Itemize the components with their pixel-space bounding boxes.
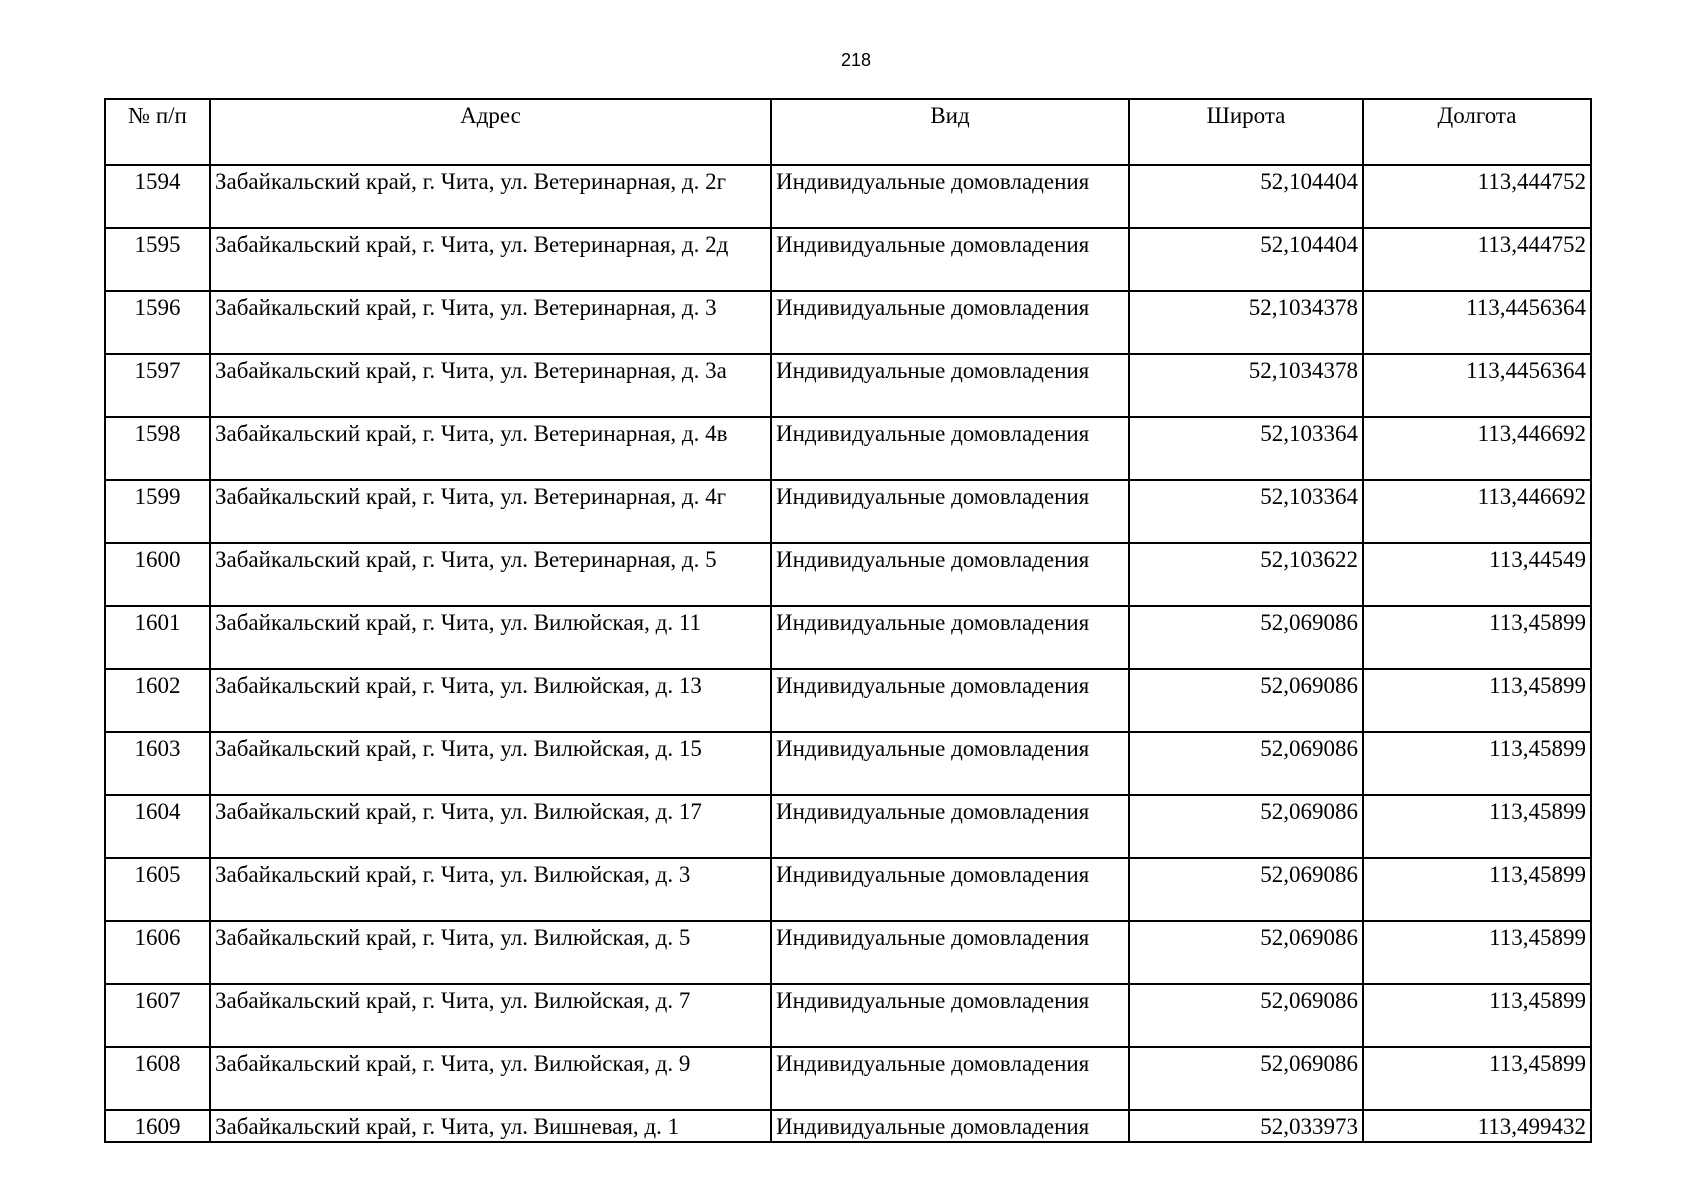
cell-type: Индивидуальные домовладения	[771, 732, 1129, 795]
header-row	[105, 99, 1591, 165]
table-row	[105, 1110, 1591, 1142]
cell-address: Забайкальский край, г. Чита, ул. Ветеринарная, д. 5	[210, 543, 771, 606]
cell-latitude: 52,069086	[1129, 984, 1363, 1047]
cell-address: Забайкальский край, г. Чита, ул. Ветеринарная, д. 2д	[210, 228, 771, 291]
cell-type: Индивидуальные домовладения	[771, 921, 1129, 984]
table-row	[105, 417, 1591, 480]
cell-address: Забайкальский край, г. Чита, ул. Ветеринарная, д. 3а	[210, 354, 771, 417]
cell-address: Забайкальский край, г. Чита, ул. Вилюйская, д. 9	[210, 1047, 771, 1110]
cell-latitude: 52,069086	[1129, 858, 1363, 921]
table-row	[105, 228, 1591, 291]
table-row	[105, 165, 1591, 228]
table-row	[105, 858, 1591, 921]
cell-longitude: 113,45899	[1363, 858, 1591, 921]
table-row	[105, 795, 1591, 858]
cell-type: Индивидуальные домовладения	[771, 606, 1129, 669]
cell-longitude: 113,444752	[1363, 165, 1591, 228]
cell-num: 1601	[105, 606, 210, 669]
cell-latitude: 52,104404	[1129, 165, 1363, 228]
cell-latitude: 52,069086	[1129, 732, 1363, 795]
cell-num: 1603	[105, 732, 210, 795]
table-row	[105, 606, 1591, 669]
cell-type: Индивидуальные домовладения	[771, 795, 1129, 858]
cell-latitude: 52,069086	[1129, 921, 1363, 984]
cell-address: Забайкальский край, г. Чита, ул. Ветеринарная, д. 4в	[210, 417, 771, 480]
table-row	[105, 921, 1591, 984]
cell-type: Индивидуальные домовладения	[771, 354, 1129, 417]
cell-latitude: 52,069086	[1129, 669, 1363, 732]
header-type: Вид	[771, 99, 1129, 165]
cell-type: Индивидуальные домовладения	[771, 543, 1129, 606]
table-header	[105, 99, 1591, 165]
cell-longitude: 113,45899	[1363, 606, 1591, 669]
cell-address: Забайкальский край, г. Чита, ул. Вилюйская, д. 7	[210, 984, 771, 1047]
cell-latitude: 52,103622	[1129, 543, 1363, 606]
table-row	[105, 543, 1591, 606]
table-row	[105, 480, 1591, 543]
cell-type: Индивидуальные домовладения	[771, 858, 1129, 921]
cell-num: 1602	[105, 669, 210, 732]
cell-longitude: 113,45899	[1363, 669, 1591, 732]
cell-latitude: 52,1034378	[1129, 291, 1363, 354]
cell-address: Забайкальский край, г. Чита, ул. Ветеринарная, д. 2г	[210, 165, 771, 228]
cell-longitude: 113,499432	[1363, 1110, 1591, 1142]
table-row	[105, 1047, 1591, 1110]
cell-longitude: 113,4456364	[1363, 354, 1591, 417]
table-row	[105, 291, 1591, 354]
cell-type: Индивидуальные домовладения	[771, 165, 1129, 228]
cell-longitude: 113,45899	[1363, 984, 1591, 1047]
table-row	[105, 354, 1591, 417]
cell-type: Индивидуальные домовладения	[771, 1110, 1129, 1142]
table-row	[105, 669, 1591, 732]
cell-longitude: 113,44549	[1363, 543, 1591, 606]
cell-longitude: 113,45899	[1363, 732, 1591, 795]
header-address: Адрес	[210, 99, 771, 165]
cell-type: Индивидуальные домовладения	[771, 1047, 1129, 1110]
cell-num: 1595	[105, 228, 210, 291]
header-num: № п/п	[105, 99, 210, 165]
cell-address: Забайкальский край, г. Чита, ул. Вишневая, д. 1	[210, 1110, 771, 1142]
cell-num: 1607	[105, 984, 210, 1047]
cell-address: Забайкальский край, г. Чита, ул. Вилюйская, д. 13	[210, 669, 771, 732]
cell-address: Забайкальский край, г. Чита, ул. Ветеринарная, д. 3	[210, 291, 771, 354]
cell-address: Забайкальский край, г. Чита, ул. Вилюйская, д. 5	[210, 921, 771, 984]
header-longitude: Долгота	[1363, 99, 1591, 165]
cell-latitude: 52,104404	[1129, 228, 1363, 291]
cell-type: Индивидуальные домовладения	[771, 669, 1129, 732]
cell-latitude: 52,069086	[1129, 1047, 1363, 1110]
cell-num: 1597	[105, 354, 210, 417]
cell-type: Индивидуальные домовладения	[771, 228, 1129, 291]
table-row	[105, 984, 1591, 1047]
cell-num: 1608	[105, 1047, 210, 1110]
table-body	[105, 165, 1591, 1142]
cell-type: Индивидуальные домовладения	[771, 417, 1129, 480]
cell-latitude: 52,069086	[1129, 795, 1363, 858]
cell-longitude: 113,45899	[1363, 921, 1591, 984]
cell-latitude: 52,103364	[1129, 480, 1363, 543]
cell-num: 1605	[105, 858, 210, 921]
cell-longitude: 113,446692	[1363, 417, 1591, 480]
cell-address: Забайкальский край, г. Чита, ул. Вилюйская, д. 17	[210, 795, 771, 858]
cell-num: 1606	[105, 921, 210, 984]
cell-address: Забайкальский край, г. Чита, ул. Ветеринарная, д. 4г	[210, 480, 771, 543]
cell-num: 1594	[105, 165, 210, 228]
page-number: 218	[840, 50, 872, 70]
cell-type: Индивидуальные домовладения	[771, 984, 1129, 1047]
cell-longitude: 113,45899	[1363, 795, 1591, 858]
cell-type: Индивидуальные домовладения	[771, 291, 1129, 354]
cell-longitude: 113,444752	[1363, 228, 1591, 291]
cell-longitude: 113,446692	[1363, 480, 1591, 543]
cell-latitude: 52,069086	[1129, 606, 1363, 669]
cell-latitude: 52,1034378	[1129, 354, 1363, 417]
cell-address: Забайкальский край, г. Чита, ул. Вилюйская, д. 15	[210, 732, 771, 795]
cell-longitude: 113,45899	[1363, 1047, 1591, 1110]
cell-num: 1599	[105, 480, 210, 543]
cell-num: 1598	[105, 417, 210, 480]
cell-latitude: 52,103364	[1129, 417, 1363, 480]
cell-num: 1604	[105, 795, 210, 858]
header-latitude: Широта	[1129, 99, 1363, 165]
cell-num: 1609	[105, 1110, 210, 1142]
table-row	[105, 732, 1591, 795]
cell-address: Забайкальский край, г. Чита, ул. Вилюйская, д. 11	[210, 606, 771, 669]
cell-longitude: 113,4456364	[1363, 291, 1591, 354]
cell-latitude: 52,033973	[1129, 1110, 1363, 1142]
cell-num: 1596	[105, 291, 210, 354]
cell-num: 1600	[105, 543, 210, 606]
cell-address: Забайкальский край, г. Чита, ул. Вилюйская, д. 3	[210, 858, 771, 921]
address-table	[104, 98, 1592, 1143]
cell-type: Индивидуальные домовладения	[771, 480, 1129, 543]
